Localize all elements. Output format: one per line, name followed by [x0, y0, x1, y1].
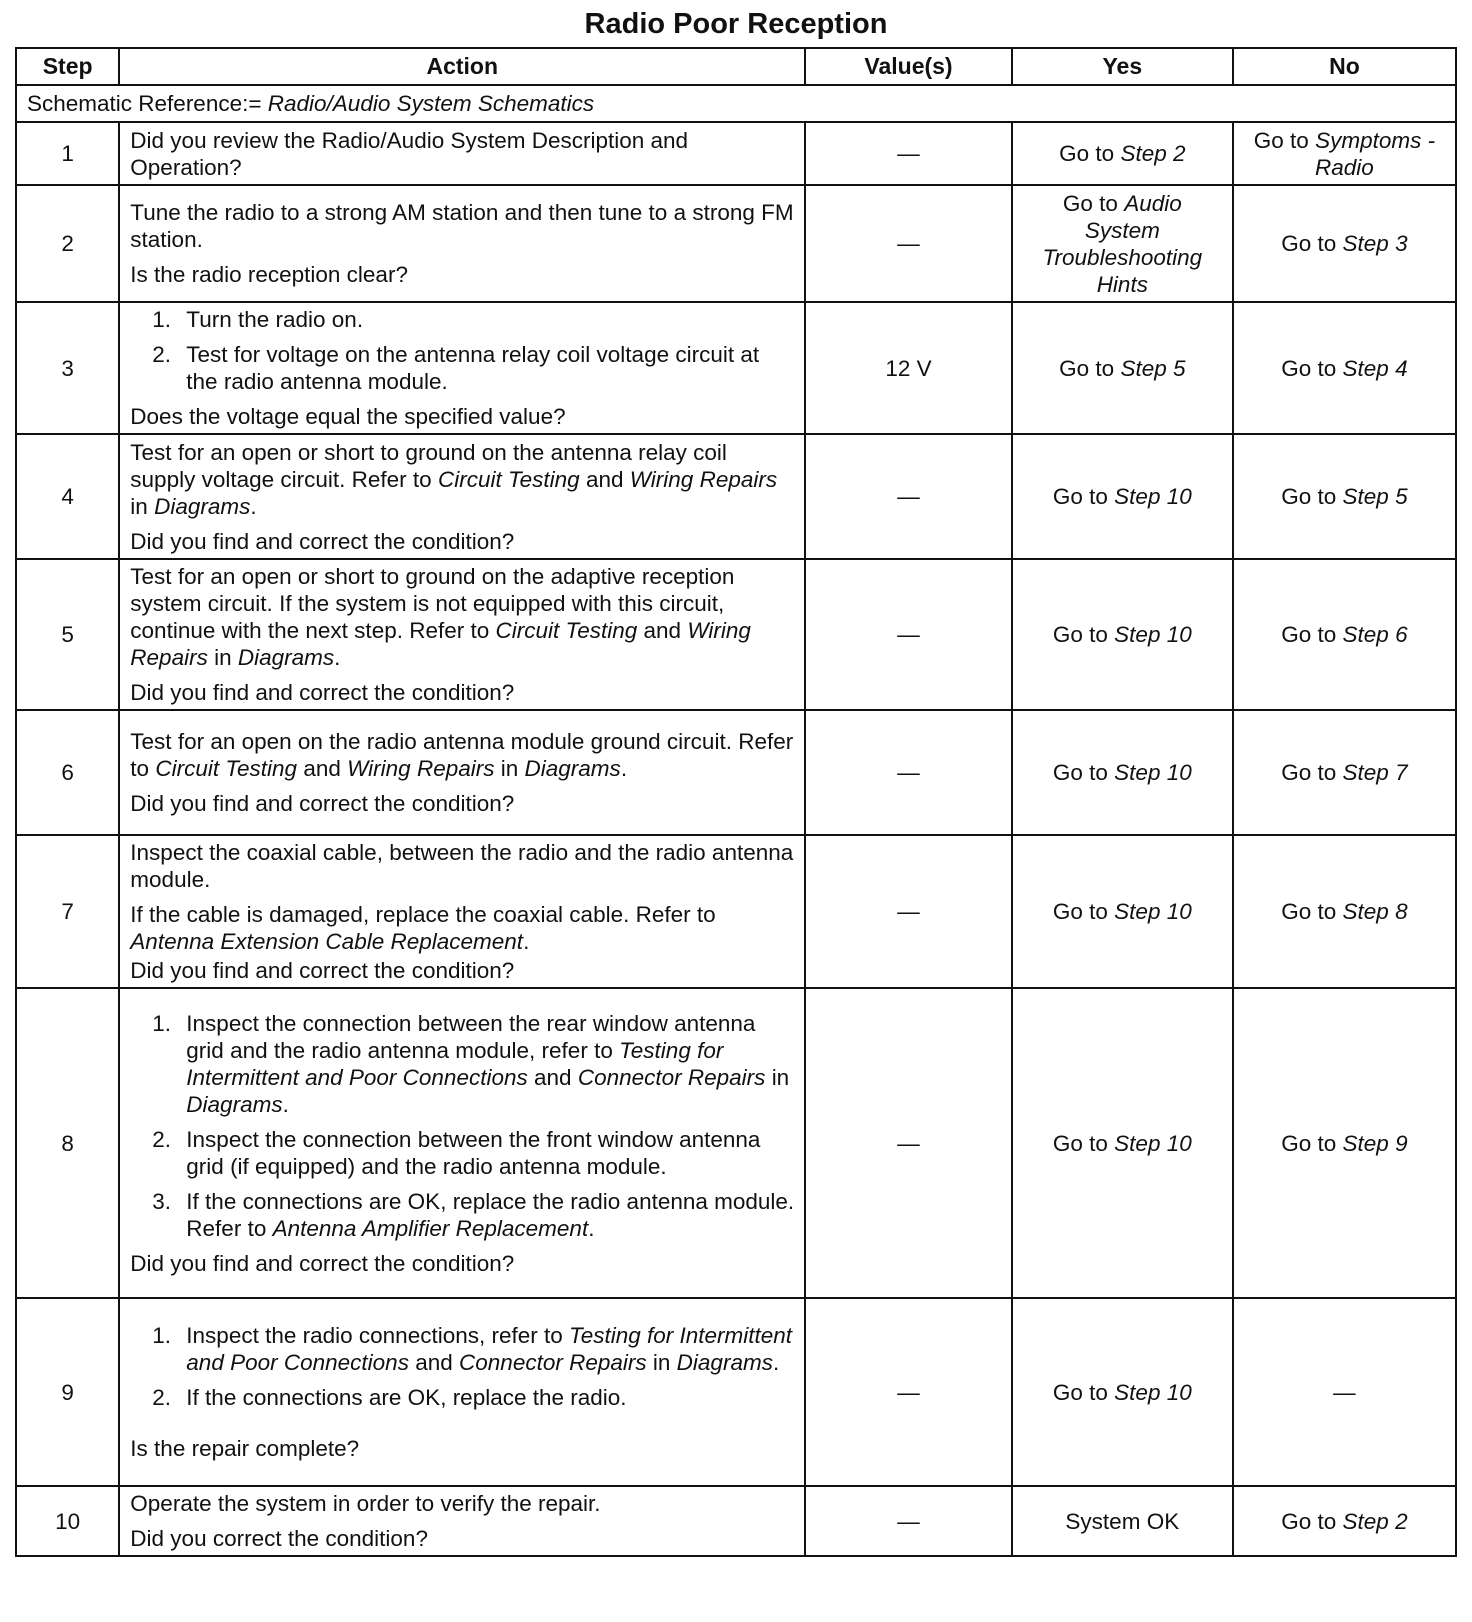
no-link[interactable]: Step 4	[1342, 355, 1408, 381]
no-cell	[1233, 1486, 1456, 1556]
list-item: 1. Inspect the connection between the rear window antenna grid and the radio antenna module, refer to Testing for Intermittent and Poor Connections and Connector Repairs in Diagrams.	[152, 1010, 790, 1117]
action-text: Test for an open or short to ground on the antenna relay coil supply voltage circuit. Refer to Circuit Testing and Wiring Repairs in Diagrams.	[130, 439, 778, 519]
schematic-reference	[16, 85, 1456, 122]
no-cell	[1233, 559, 1456, 710]
yes-link[interactable]: Step 10	[1114, 1130, 1192, 1156]
yes-prefix: Go to	[1052, 1130, 1108, 1156]
action-cell	[119, 710, 805, 835]
yes-link[interactable]: Step 10	[1114, 622, 1192, 647]
table-row	[16, 835, 1456, 988]
table-row	[16, 559, 1456, 710]
value-cell: —	[805, 710, 1012, 835]
table-row	[16, 988, 1456, 1298]
step-number: 10	[16, 1486, 119, 1556]
table-row	[16, 1298, 1456, 1486]
value-cell: —	[805, 559, 1012, 710]
table-row	[16, 710, 1456, 835]
yes-link[interactable]: Step 10	[1114, 899, 1192, 924]
yes-prefix: Go to	[1052, 484, 1108, 509]
value-cell: —	[805, 1486, 1012, 1556]
yes-link[interactable]: Step 10	[1114, 484, 1192, 509]
no-prefix: Go to	[1281, 484, 1337, 509]
yes-cell	[1012, 185, 1233, 302]
table-row	[16, 434, 1456, 559]
table-row	[16, 185, 1456, 302]
link-wiring-repairs[interactable]: Wiring Repairs	[130, 618, 751, 670]
header-row	[16, 48, 1456, 85]
yes-link[interactable]: Step 5	[1120, 355, 1186, 381]
link-circuit-testing[interactable]: Circuit Testing	[155, 756, 298, 781]
yes-prefix: Go to	[1052, 622, 1108, 647]
yes-link[interactable]: Step 10	[1114, 1379, 1192, 1405]
action-question: Did you find and correct the condition?	[130, 958, 515, 983]
header-yes: Yes	[1012, 48, 1233, 85]
no-link[interactable]: Step 3	[1342, 231, 1408, 256]
header-no: No	[1233, 48, 1456, 85]
link-diagrams[interactable]: Diagrams	[186, 1091, 283, 1117]
value-cell: —	[805, 185, 1012, 302]
no-cell	[1233, 122, 1456, 185]
link-testing-intermittent[interactable]: Testing for Intermittent and Poor Connections	[186, 1323, 793, 1375]
schematic-row	[16, 85, 1456, 122]
value-cell: 12 V	[805, 302, 1012, 434]
action-cell	[119, 559, 805, 710]
no-cell	[1233, 185, 1456, 302]
yes-cell	[1012, 710, 1233, 835]
step-number: 8	[16, 988, 119, 1298]
action-list	[130, 1010, 794, 1242]
action-question: Is the repair complete?	[130, 1436, 360, 1461]
action-question: Does the voltage equal the specified value?	[130, 404, 566, 429]
value-cell: —	[805, 1298, 1012, 1486]
yes-prefix: Go to	[1052, 899, 1108, 924]
action-cell	[119, 1298, 805, 1486]
yes-cell	[1012, 1298, 1233, 1486]
yes-cell	[1012, 835, 1233, 988]
header-action: Action	[119, 48, 805, 85]
action-question: Did you find and correct the condition?	[130, 791, 515, 816]
yes-prefix: Go to	[1062, 191, 1118, 216]
action-cell	[119, 434, 805, 559]
step-number: 3	[16, 302, 119, 434]
step-number: 9	[16, 1298, 119, 1486]
step-number: 4	[16, 434, 119, 559]
no-link[interactable]: Symptoms - Radio	[1315, 128, 1436, 180]
no-prefix: Go to	[1281, 622, 1337, 647]
action-cell	[119, 185, 805, 302]
yes-cell	[1012, 559, 1233, 710]
table-row	[16, 1486, 1456, 1556]
action-question: Did you find and correct the condition?	[130, 528, 515, 554]
action-text: If the cable is damaged, replace the coaxial cable. Refer to Antenna Extension Cable Replacement.	[130, 902, 716, 954]
yes-link[interactable]: Step 2	[1120, 141, 1186, 166]
action-text: Inspect the coaxial cable, between the radio and the radio antenna module.	[130, 840, 794, 892]
action-cell	[119, 1486, 805, 1556]
yes-cell	[1012, 988, 1233, 1298]
no-prefix: Go to	[1281, 231, 1337, 256]
no-cell: —	[1233, 1298, 1456, 1486]
link-connector-repairs[interactable]: Connector Repairs	[577, 1064, 766, 1090]
link-wiring-repairs[interactable]: Wiring Repairs	[629, 466, 778, 492]
action-cell	[119, 835, 805, 988]
no-prefix: Go to	[1281, 760, 1337, 785]
value-cell: —	[805, 434, 1012, 559]
value-cell: —	[805, 835, 1012, 988]
action-list	[130, 1322, 794, 1411]
action-cell	[119, 988, 805, 1298]
yes-cell	[1012, 434, 1233, 559]
link-diagrams[interactable]: Diagrams	[524, 756, 621, 781]
no-prefix: Go to	[1281, 355, 1337, 381]
link-circuit-testing[interactable]: Circuit Testing	[495, 618, 638, 643]
yes-prefix: Go to	[1052, 1379, 1108, 1405]
action-text: Test for an open on the radio antenna module ground circuit. Refer to Circuit Testing and Wiring Repairs in Diagrams.	[130, 729, 794, 781]
action-question: Did you correct the condition?	[130, 1526, 428, 1551]
link-diagrams[interactable]: Diagrams	[154, 493, 251, 519]
action-cell	[119, 302, 805, 434]
no-prefix: Go to	[1281, 899, 1337, 924]
value-cell: —	[805, 988, 1012, 1298]
no-cell	[1233, 710, 1456, 835]
header-values: Value(s)	[805, 48, 1012, 85]
no-link[interactable]: Step 7	[1342, 760, 1408, 785]
action-list	[130, 306, 794, 395]
header-step: Step	[16, 48, 119, 85]
step-number: 2	[16, 185, 119, 302]
action-cell	[119, 122, 805, 185]
link-circuit-testing[interactable]: Circuit Testing	[437, 466, 580, 492]
no-link[interactable]: Step 8	[1342, 899, 1408, 924]
list-item: 3. If the connections are OK, replace the radio antenna module. Refer to Antenna Amplifier Replacement.	[152, 1188, 795, 1241]
yes-link[interactable]: Audio System Troubleshooting Hints	[1042, 191, 1203, 297]
value-cell: —	[805, 122, 1012, 185]
no-prefix: Go to	[1281, 1130, 1337, 1156]
link-antenna-amplifier-replacement[interactable]: Antenna Amplifier Replacement	[272, 1215, 589, 1241]
link-diagrams[interactable]: Diagrams	[676, 1350, 773, 1375]
yes-cell	[1012, 302, 1233, 434]
table-row	[16, 302, 1456, 434]
yes-link[interactable]: Step 10	[1114, 760, 1192, 785]
diagnostic-table	[15, 47, 1457, 1557]
step-number: 6	[16, 710, 119, 835]
no-link[interactable]: Step 2	[1342, 1508, 1408, 1534]
yes-prefix: Go to	[1052, 760, 1108, 785]
link-testing-intermittent[interactable]: Testing for Intermittent and Poor Connections	[186, 1037, 724, 1090]
list-item: 1. Inspect the radio connections, refer to Testing for Intermittent and Poor Connections and Connector Repairs in Diagrams.	[152, 1323, 793, 1375]
action-text: Test for an open or short to ground on the adaptive reception system circuit. If the system is not equipped with this circuit, continue with the next step. Refer to Circuit Testing and Wiring Repairs in Diagrams.	[130, 564, 751, 670]
no-cell	[1233, 835, 1456, 988]
step-number: 1	[16, 122, 119, 185]
step-number: 5	[16, 559, 119, 710]
no-cell	[1233, 434, 1456, 559]
list-item: 2. If the connections are OK, replace the radio.	[152, 1385, 627, 1410]
no-cell	[1233, 988, 1456, 1298]
link-antenna-extension-cable-replacement[interactable]: Antenna Extension Cable Replacement	[130, 929, 524, 954]
action-text: Tune the radio to a strong AM station and then tune to a strong FM station.	[130, 200, 794, 252]
no-link[interactable]: Step 5	[1342, 484, 1408, 509]
link-connector-repairs[interactable]: Connector Repairs	[459, 1350, 647, 1375]
no-cell	[1233, 302, 1456, 434]
page-title: Radio Poor Reception	[584, 8, 888, 40]
list-item: 2. Test for voltage on the antenna relay coil voltage circuit at the radio antenna module.	[152, 342, 760, 394]
yes-cell: System OK	[1012, 1486, 1233, 1556]
list-item: 2. Inspect the connection between the front window antenna grid (if equipped) and the radio antenna module.	[152, 1126, 761, 1179]
no-prefix: Go to	[1281, 1508, 1337, 1534]
action-question: Did you find and correct the condition?	[130, 680, 515, 705]
yes-prefix: Go to	[1059, 355, 1115, 381]
step-number: 7	[16, 835, 119, 988]
schematic-link[interactable]: Radio/Audio System Schematics	[267, 91, 595, 116]
list-item: 1. Turn the radio on.	[152, 307, 364, 332]
table-row	[16, 122, 1456, 185]
link-diagrams[interactable]: Diagrams	[237, 645, 335, 670]
action-text: Operate the system in order to verify the repair.	[130, 1491, 601, 1516]
no-prefix: Go to	[1253, 128, 1309, 153]
action-question: Is the radio reception clear?	[130, 262, 408, 287]
schematic-label: Schematic Reference:=	[27, 91, 262, 116]
action-text: Did you review the Radio/Audio System Description and Operation?	[130, 127, 689, 180]
no-link[interactable]: Step 6	[1342, 622, 1408, 647]
yes-prefix: Go to	[1059, 141, 1115, 166]
link-wiring-repairs[interactable]: Wiring Repairs	[347, 756, 495, 781]
yes-cell	[1012, 122, 1233, 185]
no-link[interactable]: Step 9	[1342, 1130, 1408, 1156]
action-question: Did you find and correct the condition?	[130, 1250, 515, 1276]
